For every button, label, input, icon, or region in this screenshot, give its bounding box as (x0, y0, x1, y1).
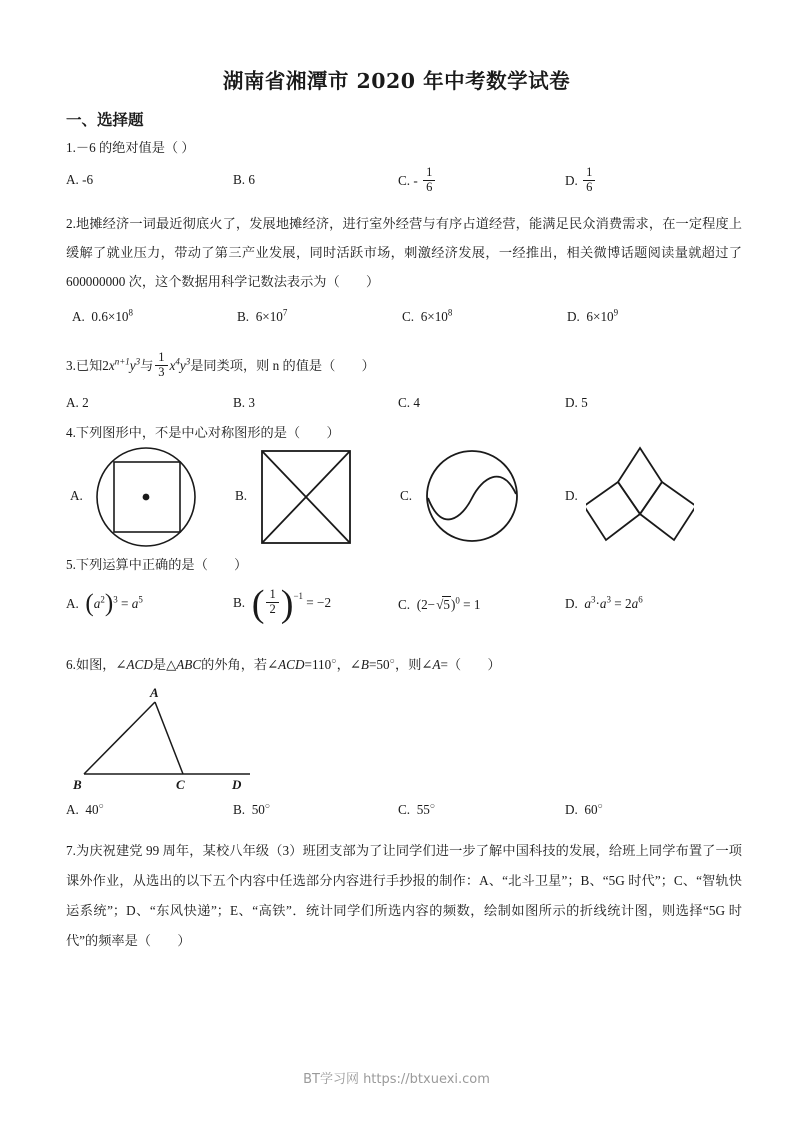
option-label: B. (233, 172, 246, 187)
question-4-option-d-label: D. (565, 488, 578, 503)
question-2-stem: 2.地摊经济一词最近彻底火了，发展地摊经济，进行室外经营与有序占道经营，能满足民众消费需求，在一定程度上缓解了就业压力，带动了第三产业发展，同时活跃市场，刺激经济发展，一经推出，相关微博话题阅读量就超过了 600000000 次，这个数据用科学记数法表示为（ ） (66, 216, 742, 289)
question-6-option-c: C. 55○ (398, 800, 436, 817)
question-6-stem: 6.如图，∠ACD是△ABC的外角，若∠ACD=110○，∠B=50○，则∠A=（ ） (66, 655, 501, 672)
question-4-option-a-label: A. (70, 488, 83, 503)
question-3-option-c: C. 4 (398, 395, 420, 410)
question-6-option-a: A. 40○ (66, 800, 105, 817)
svg-text:B: B (73, 777, 82, 792)
question-1-option-c: C. - $\frac{1}{6}$ (398, 168, 437, 196)
question-3-option-a: A. 2 (66, 395, 89, 410)
svg-text:D: D (232, 777, 242, 792)
question-5-option-d: D. $a^3\cdot a^3 = 2a^6$ (565, 594, 643, 611)
question-1-stem: 1.－6 的绝对值是（ ） (66, 140, 195, 155)
svg-text:A: A (150, 685, 159, 700)
question-1-option-a (66, 172, 93, 188)
question-2-option-d: D. $6\times 10^9$ (567, 307, 619, 324)
fraction-one-third: $\frac{1}{3}$ (155, 351, 167, 379)
question-3-stem: 3.已知$2x^{n+1}y^3$与 $\frac{1}{3}$ $x^4y^3$是同类项，则 n 的值是（ ） (66, 350, 375, 379)
option-value: -6 (82, 172, 94, 187)
question-5-stem: 5.下列运算中正确的是（ ） (66, 557, 248, 572)
fraction-one-sixth: $\frac{1}{6}$ (423, 166, 435, 194)
question-2-option-c: C. $6\times 10^8$ (402, 307, 453, 324)
question-4-stem: 4.下列图形中，不是中心对称图形的是（ ） (66, 425, 340, 440)
question-2-option-a: A. $0.6\times 10^8$ (72, 307, 134, 324)
figure-circle-s-curve (422, 446, 522, 546)
page-title: 湖南省湘潭市 2020 年中考数学试卷 (222, 69, 571, 93)
svg-text:C: C (176, 777, 185, 792)
question-4-option-b-label: B. (235, 488, 248, 503)
option-label: A. (66, 172, 79, 187)
fraction-one-sixth: $\frac{1}{6}$ (583, 166, 595, 194)
figure-rectangle-diagonals (258, 447, 354, 547)
option-value: 6 (248, 172, 255, 187)
question-3-option-d: D. 5 (565, 395, 588, 410)
question-5-option-c: C. $(2-√5)^0 = 1$ (398, 595, 481, 612)
question-1-option-d: D. $\frac{1}{6}$ (565, 168, 597, 196)
figure-circle-inscribed-square (92, 444, 200, 550)
question-5-option-a: A. $(a^2)^3 = a^5$ (66, 590, 143, 618)
fraction-one-half: $\frac{1}{2}$ (266, 588, 278, 616)
question-5-option-b: B. ( $\frac{1}{2}$ )$^{-1}$ = −2 (233, 583, 332, 626)
question-1-option-b (233, 172, 255, 188)
question-2-option-b: B. $6\times 10^7$ (237, 307, 288, 324)
footer-watermark: BT学习网 https://btxuexi.com (303, 1072, 490, 1087)
figure-three-rhombus-star (586, 444, 694, 548)
question-6-option-b: B. 50○ (233, 800, 271, 817)
question-3-option-b: B. 3 (233, 395, 255, 410)
question-6-option-d: D. 60○ (565, 800, 604, 817)
section-heading: 一、选择题 (66, 110, 144, 129)
question-4-option-c-label: C. (400, 488, 413, 503)
figure-triangle-abc-exterior-angle (70, 684, 330, 792)
question-7-stem: 7.为庆祝建党 99 周年，某校八年级（3）班团支部为了让同学们进一步了解中国科技的发展，给班上同学布置了一项课外作业，从选出的以下五个内容中任选部分内容进行手抄报的制作：A、“北斗卫星”；B、“5G 时代”；C、“智轨快运系统”；D、“东风快递”；E、“高铁”．统计同学们所选内容的频数，绘制如图所示的折线统计图，则选择“5G 时代”的频率是（ ） (66, 843, 742, 948)
